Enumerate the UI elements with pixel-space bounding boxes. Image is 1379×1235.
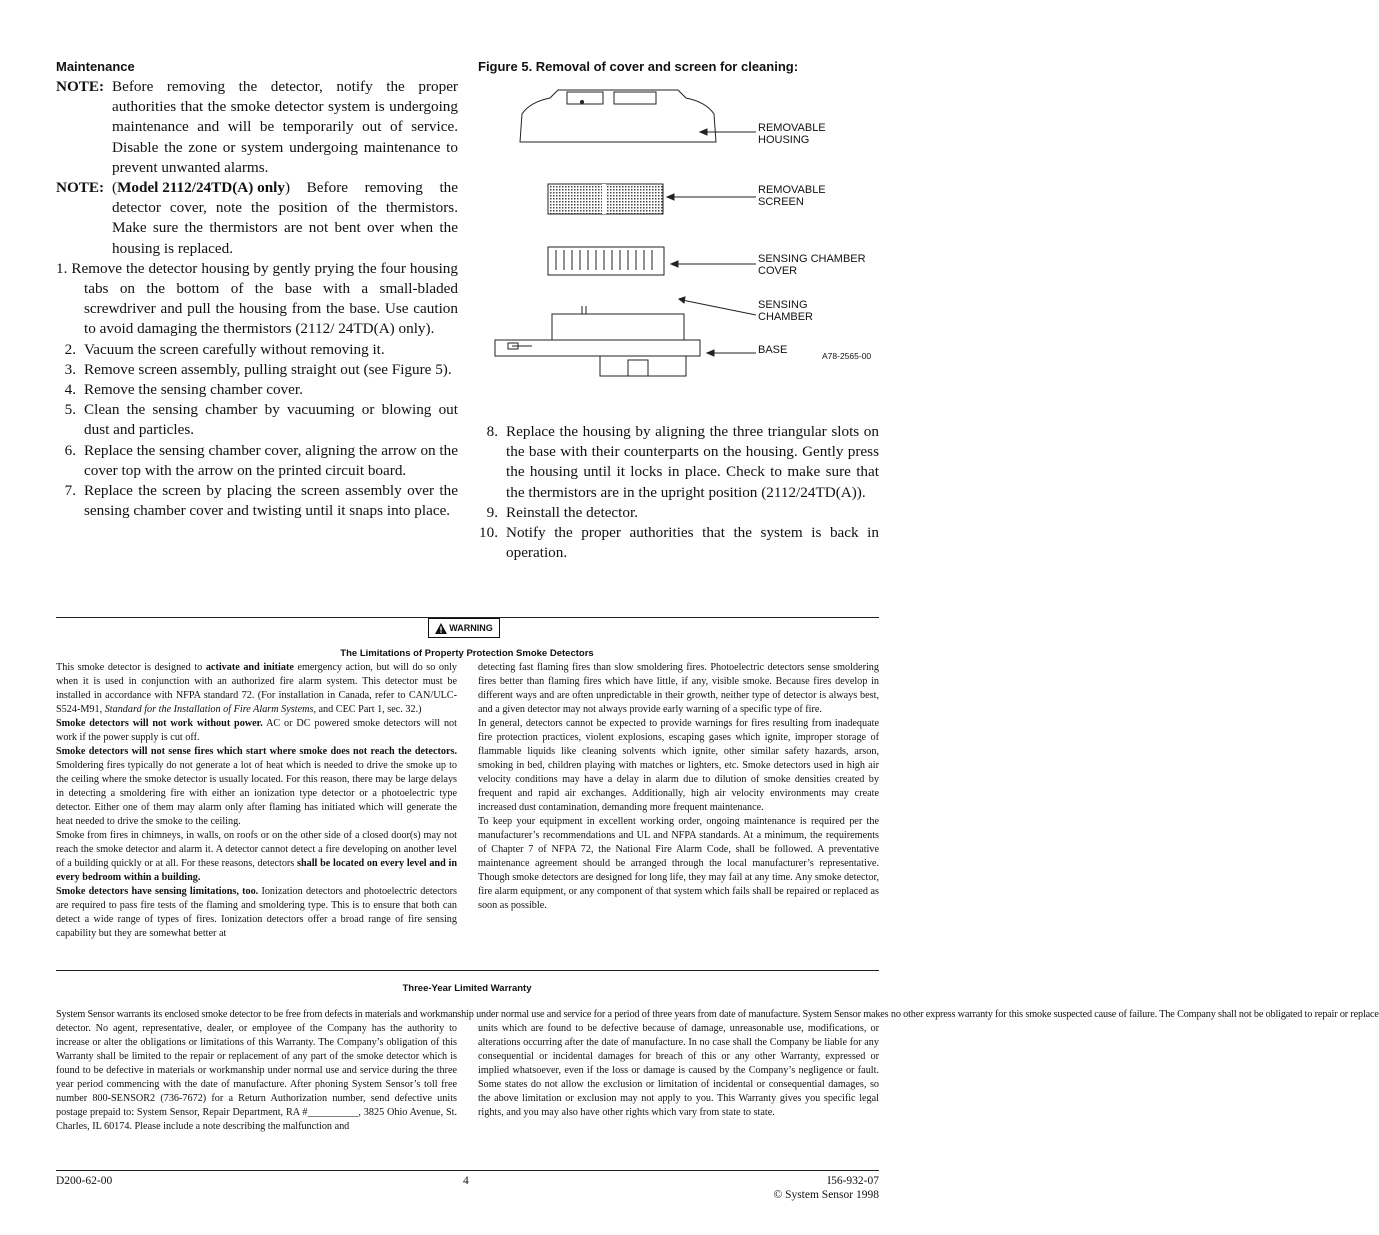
warning-paragraph: Smoke from fires in chimneys, in walls, on roofs or on the other side of a closed door(s) may not reach the smoke detector and alarm it. A detector cannot detect a fire developing on another level of a building quickly or at all. For these reasons, detectors shall be located on every level and in every bedroom within a building. [56, 830, 457, 883]
label-removable-screen: REMOVABLE SCREEN [758, 184, 826, 208]
warning-triangle-icon [435, 623, 447, 634]
label-sensing-chamber-cover: SENSING CHAMBER COVER [758, 253, 866, 277]
step-text: Remove the detector housing by gently prying the four housing tabs on the bottom of the base with a small-bladed screwdriver and pull the housing from the base. Use caution to avoid damaging the thermistors (2112/ 24TD(A) only). [71, 259, 458, 338]
warning-paragraph: In general, detectors cannot be expected to provide warnings for fires resulting from inadequate fire protection practices, violent explosions, escaping gases which ignite, improper storage of flammable liquids like cleaning solvents which ignite, other similar safety hazards, arson, smoking in bed, children playing with matches or lighters, etc. Smoke detectors used in high air velocity conditions may have a delay in alarm due to dilution of smoke densities created by frequent and rapid air exchanges. Additionally, high air velocity environments may create increased dust contamination, demanding more frequent maintenance. [478, 718, 879, 813]
step-text: Remove screen assembly, pulling straight out (see Figure 5). [84, 360, 452, 378]
step-7 [56, 481, 458, 521]
note-text: Before removing the detector cover, note the position of the thermistors. Make sure the thermistors are not bent over when the housing is replaced. [112, 179, 458, 257]
warning-right-column [478, 661, 879, 913]
figure-leader-lines [660, 120, 760, 360]
footer-copyright: © System Sensor 1998 [773, 1189, 879, 1201]
step-number: 3. [64, 360, 76, 378]
divider [56, 970, 879, 971]
warning-left-column [56, 661, 457, 941]
step-10 [478, 523, 879, 563]
warning-paragraph: Smoke detectors will not sense fires which start where smoke does not reach the detectors. Smoldering fires typically do not generate a lot of heat which is needed to drive the smoke up to the ceiling where the smoke detector is usually located. For this reason, there may be large delays in detecting a smoldering fire with either an ionization type detector or a photoelectric type detector. Either one of them may alarm only after flaming has initiated which will generate the heat needed to drive the smoke to the ceiling. [56, 746, 457, 827]
step-3 [56, 360, 458, 380]
step-2 [56, 340, 458, 360]
model-name: Model 2112/24TD(A) only [117, 179, 285, 197]
note-text: Before removing the detector, notify the proper authorities that the smoke detector system is undergoing maintenance and will be temporarily out of service. Disable the zone or system undergoing maintenance to prevent unwanted alarms. [112, 78, 458, 176]
step-text: Clean the sensing chamber by vacuuming or blowing out dust and particles. [84, 401, 458, 439]
footer-page-number: 4 [463, 1175, 469, 1187]
warranty-overlap-line: System Sensor warrants its enclosed smoke detector to be free from defects in materials and workmanship under normal use and service for a period of three years from date of manufacture. System Sensor makes no other express warranty for this smoke suspected cause of failure. The Company shall not be obligated to repair or replace [56, 1009, 1379, 1020]
step-number: 8. [486, 423, 498, 440]
screen-shape [548, 184, 663, 214]
maintenance-right-column [478, 422, 879, 563]
note-label: NOTE: [56, 78, 105, 95]
maintenance-left-column [56, 77, 458, 521]
step-1 [56, 259, 458, 340]
warranty-right-column: units which are found to be defective because of damage, unreasonable use, modifications, or alterations occurring after the date of manufacture. In no case shall the Company be liable for any consequential or incidental damages for breach of this or any other Warranty, expressed or implied whatsoever, even if the loss or damage is caused by the Company’s negligence or fault. Some states do not allow the exclusion or limitation of incidental or consequential damages, so the above limitation or exclusion may not apply to you. This Warranty gives you specific legal rights, and you may also have other rights which vary from state to state. [478, 1023, 879, 1118]
step-number: 7. [64, 482, 76, 500]
step-number: 4. [64, 381, 76, 399]
step-number: 9. [486, 503, 498, 521]
maintenance-heading: Maintenance [56, 59, 135, 74]
step-text: Reinstall the detector. [506, 503, 639, 521]
warning-paragraph: This smoke detector is designed to activate and initiate emergency action, but will do so only when it is used in conjunction with an authorized fire alarm system. This detector must be installed in accordance with NFPA standard 72. (For installation in Canada, refer to CAN/ULC-S524-M91, Standard for the Installation of Fire Alarm Systems, and CEC Part 1, sec. 32.) [56, 662, 457, 715]
note-label: NOTE: [56, 179, 105, 197]
step-text: Replace the housing by aligning the three triangular slots on the base with their counterparts on the housing. Gently press the housing until it locks in place. Check to make sure that the thermistors are in the upright position (2112/24TD(A)). [506, 423, 879, 501]
footer-part-number: I56-932-07 [827, 1175, 879, 1187]
step-4 [56, 380, 458, 400]
note-2: NOTE: (Model 2112/24TD(A) only) Before removing the detector cover, note the position of the thermistors. Make sure the thermistors are not bent over when the housing is replaced. [56, 179, 458, 257]
note-1 [56, 77, 458, 178]
footer-doc-number: D200-62-00 [56, 1175, 113, 1187]
step-number: 2. [64, 340, 76, 358]
step-number: 10. [479, 524, 498, 542]
step-9 [478, 503, 879, 523]
label-base: BASE [758, 344, 788, 356]
label-sensing-chamber: SENSING CHAMBER [758, 299, 814, 323]
step-6 [56, 441, 458, 481]
warning-paragraph: detecting fast flaming fires than slow smoldering fires. Photoelectric detectors sense smoldering fires better than flaming fires which have little, if any, visible smoke. Because fires develop in different ways and are often unpredictable in their growth, neither type of detector is always best, and a given detector may not always provide early warning of a specific type of fire. [478, 662, 879, 715]
step-text: Remove the sensing chamber cover. [84, 381, 303, 399]
warning-paragraph: To keep your equipment in excellent working order, ongoing maintenance is required per the manufacturer’s recommendations and UL and NFPA standards. At a minimum, the requirements of Chapter 7 of NFPA 72, the National Fire Alarm Code, shall be followed. A preventative maintenance agreement should be arranged through the local manufacturer’s representative. Though smoke detectors are designed for long life, they may fail at any time. Any smoke detector, fire alarm equipment, or any component of that system which fails shall be repaired or replaced as soon as possible. [478, 816, 879, 911]
label-removable-housing: REMOVABLE HOUSING [758, 122, 826, 146]
chamber-cover-shape [548, 247, 664, 275]
warranty-title: Three-Year Limited Warranty [402, 983, 532, 994]
step-number: 1. [56, 259, 68, 277]
warning-title: The Limitations of Property Protection Smoke Detectors [340, 648, 594, 659]
footer-right [700, 1174, 879, 1202]
step-text: Vacuum the screen carefully without removing it. [84, 340, 385, 358]
divider [56, 1170, 879, 1171]
figure-caption: Figure 5. Removal of cover and screen for cleaning: [478, 59, 799, 74]
warning-badge [428, 618, 500, 638]
warning-label: WARNING [449, 623, 493, 633]
step-8 [478, 422, 879, 503]
warranty-left-column: detector. No agent, representative, dealer, or employee of the Company has the authority to increase or alter the obligations or limitations of this Warranty. The Company’s obligation of this Warranty shall be limited to the repair or replacement of any part of the smoke detector which is found to be defective in materials or workmanship under normal use and service during the three year period commencing with the date of manufacture. After phoning System Sensor’s toll free number 800-SENSOR2 (736-7672) for a Return Authorization number, send defective units postage prepaid to: System Sensor, Repair Department, RA #__________, 3825 Ohio Avenue, St. Charles, IL 60174. Please include a note describing the malfunction and [56, 1023, 457, 1132]
warning-paragraph: Smoke detectors have sensing limitations, too. Ionization detectors and photoelectric detectors are required to pass fire tests of the flaming and smoldering type. This is to ensure that both can detect a wide range of types of fires. Ionization detectors offer a broad range of fire sensing capability but they are somewhat better at [56, 886, 457, 939]
step-text: Notify the proper authorities that the system is back in operation. [506, 524, 879, 562]
figure-code: A78-2565-00 [822, 351, 872, 361]
step-5 [56, 400, 458, 440]
step-text: Replace the sensing chamber cover, aligning the arrow on the cover top with the arrow on the printed circuit board. [84, 441, 458, 479]
step-number: 6. [64, 441, 76, 459]
step-number: 5. [64, 401, 76, 419]
step-text: Replace the screen by placing the screen assembly over the sensing chamber cover and twisting until it snaps into place. [84, 482, 458, 520]
warning-paragraph: Smoke detectors will not work without power. AC or DC powered smoke detectors will not work if the power supply is cut off. [56, 718, 457, 743]
